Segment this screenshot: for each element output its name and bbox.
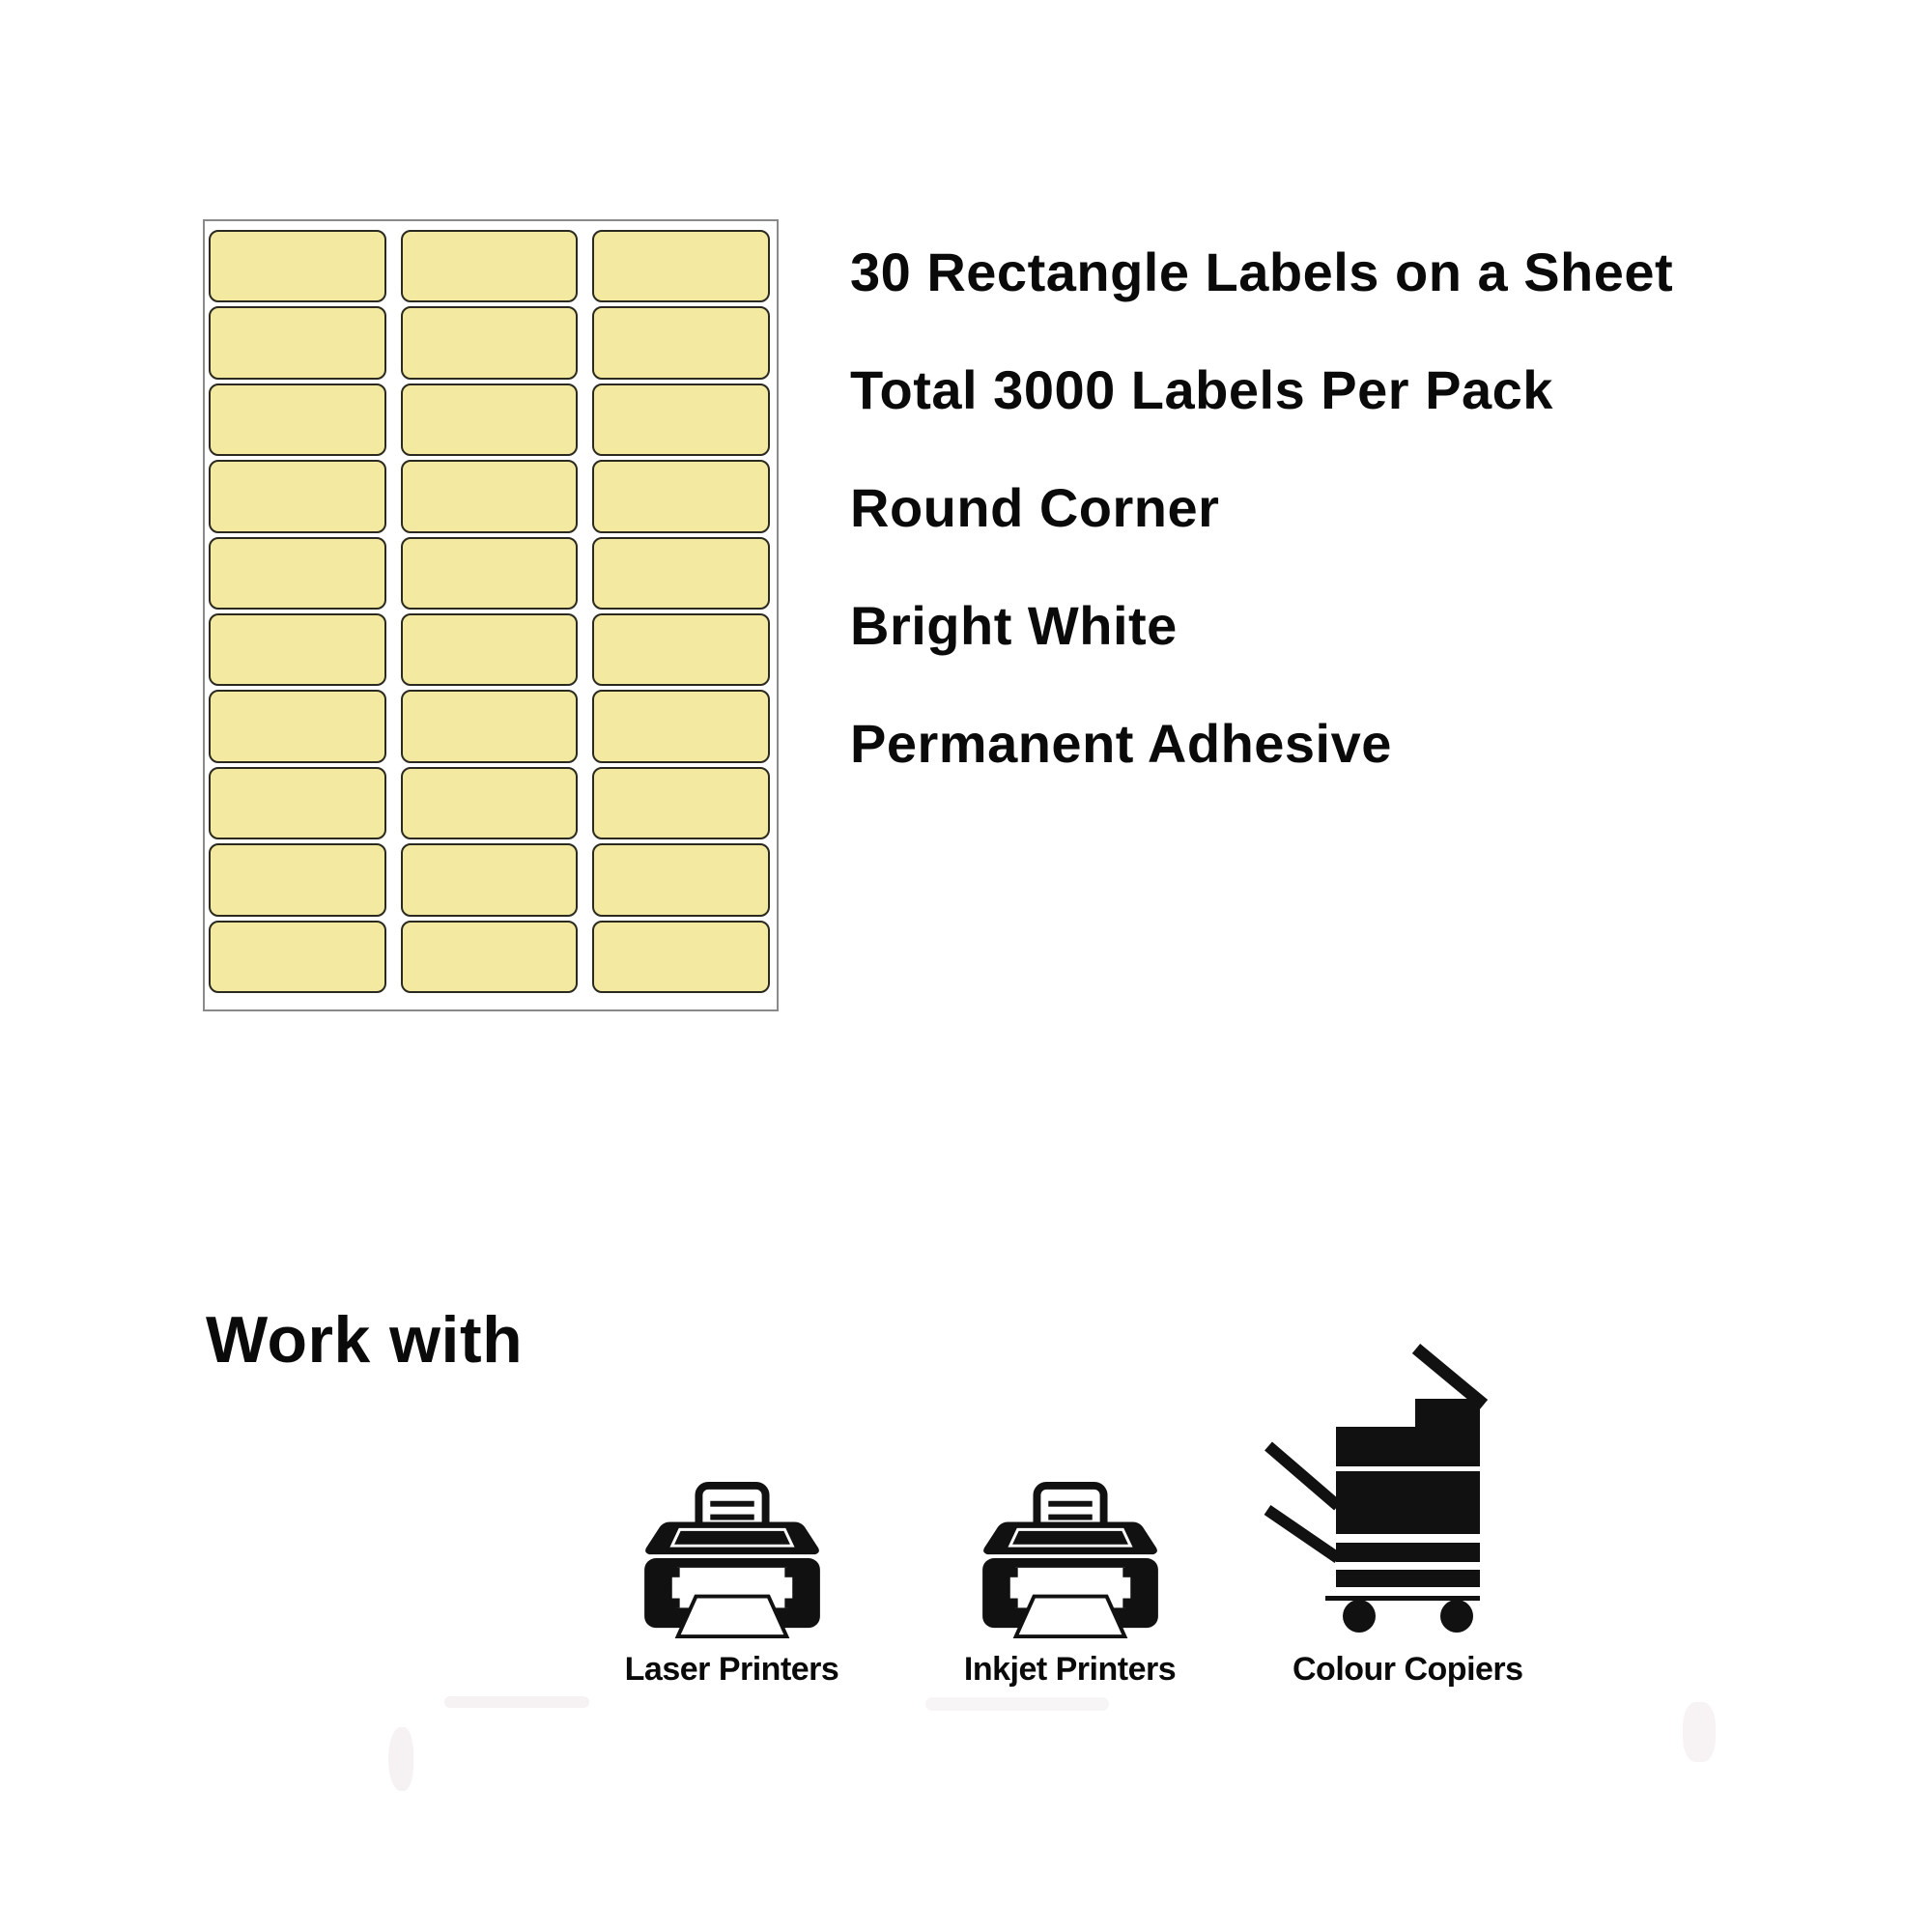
- label-cell: [209, 537, 386, 610]
- feature-line: 30 Rectangle Labels on a Sheet: [850, 242, 1674, 302]
- label-cell: [592, 460, 770, 532]
- feature-line: Round Corner: [850, 477, 1220, 538]
- label-cell: [401, 921, 579, 993]
- label-cell: [401, 767, 579, 839]
- label-cell: [401, 613, 579, 686]
- feature-line: Permanent Adhesive: [850, 713, 1392, 774]
- label-cell: [401, 690, 579, 762]
- label-cell: [209, 767, 386, 839]
- label-cell: [592, 843, 770, 916]
- feature-line: Total 3000 Labels Per Pack: [850, 359, 1553, 420]
- label-cell: [592, 921, 770, 993]
- label-cell: [592, 306, 770, 379]
- inkjet-printer-icon: [980, 1482, 1161, 1640]
- label-cell: [592, 384, 770, 456]
- label-cell: [209, 384, 386, 456]
- label-cell: [209, 460, 386, 532]
- label-cell: [592, 230, 770, 302]
- label-cell: [209, 306, 386, 379]
- label-grid: [209, 230, 770, 993]
- label-cell: [401, 537, 579, 610]
- background-smudge: [925, 1697, 1109, 1711]
- work-with-heading: Work with: [206, 1303, 524, 1377]
- label-cell: [401, 306, 579, 379]
- feature-line: Bright White: [850, 595, 1178, 656]
- label-cell: [209, 613, 386, 686]
- label-cell: [209, 843, 386, 916]
- background-smudge: [1683, 1702, 1716, 1762]
- colour-copiers-label: Colour Copiers: [1293, 1651, 1523, 1688]
- label-cell: [401, 460, 579, 532]
- background-smudge: [388, 1727, 413, 1791]
- label-cell: [401, 384, 579, 456]
- label-cell: [592, 767, 770, 839]
- colour-copier-icon: [1264, 1343, 1488, 1638]
- laser-printer-icon: [641, 1482, 823, 1640]
- laser-printers-label: Laser Printers: [624, 1651, 839, 1688]
- label-cell: [592, 537, 770, 610]
- label-cell: [209, 921, 386, 993]
- background-smudge: [444, 1696, 589, 1708]
- label-cell: [209, 230, 386, 302]
- label-cell: [401, 230, 579, 302]
- label-cell: [592, 690, 770, 762]
- inkjet-printers-label: Inkjet Printers: [963, 1651, 1177, 1688]
- label-cell: [401, 843, 579, 916]
- label-cell: [592, 613, 770, 686]
- label-sheet-preview: [203, 219, 779, 1011]
- label-cell: [209, 690, 386, 762]
- feature-list: [850, 243, 1673, 773]
